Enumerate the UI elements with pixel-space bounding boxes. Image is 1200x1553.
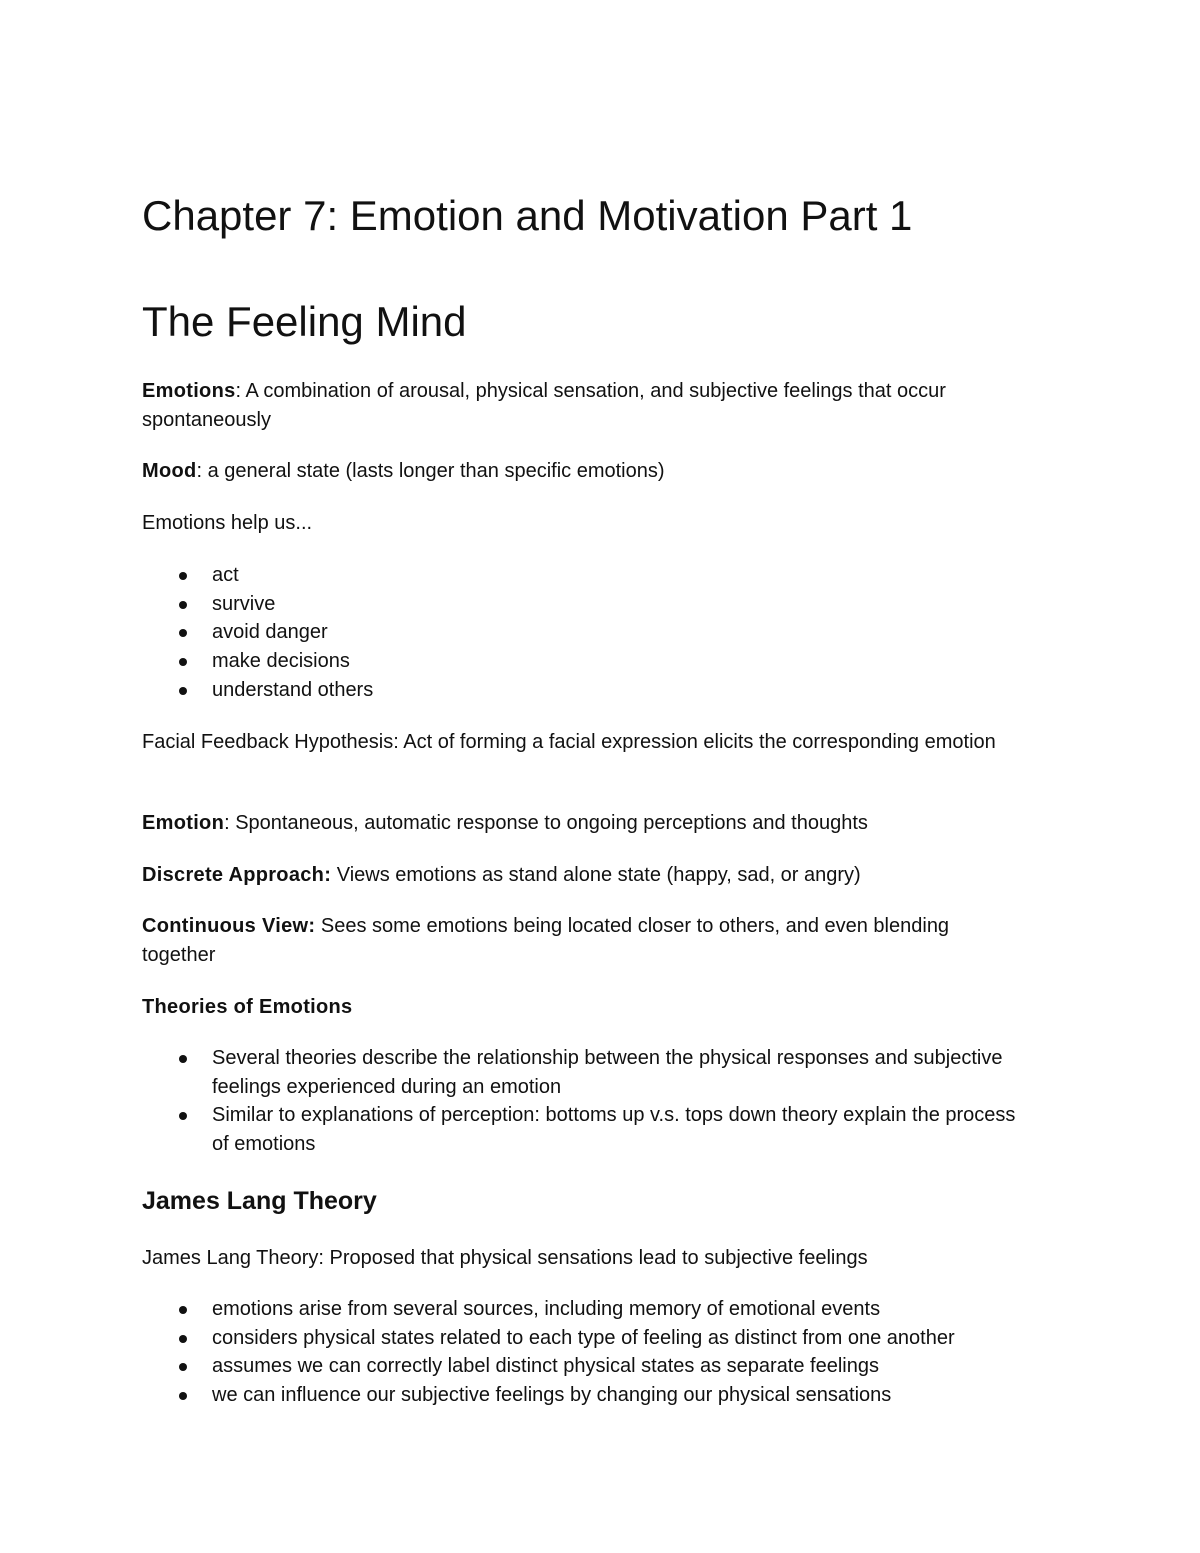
emotions-definition bbox=[142, 377, 1022, 435]
bullet-icon bbox=[179, 1306, 187, 1314]
discrete-term: Discrete Approach: bbox=[142, 864, 332, 886]
list-item-text: considers physical states related to each type of feeling as distinct from one another bbox=[212, 1326, 955, 1349]
bullet-icon bbox=[179, 658, 187, 666]
mood-term: Mood bbox=[142, 460, 197, 482]
bullet-icon bbox=[179, 687, 187, 695]
emotion-text: : Spontaneous, automatic response to ongoing perceptions and thoughts bbox=[224, 812, 868, 834]
bullet-icon bbox=[179, 1112, 187, 1120]
list-item bbox=[142, 1324, 1022, 1353]
list-item-text: we can influence our subjective feelings by changing our physical sensations bbox=[212, 1384, 892, 1407]
bullet-icon bbox=[179, 1363, 187, 1371]
help-intro: Emotions help us... bbox=[142, 512, 313, 534]
continuous-text: Sees some emotions being located closer to others, and even blending together bbox=[142, 915, 950, 966]
theories-list bbox=[142, 1044, 1022, 1159]
list-item bbox=[142, 590, 1022, 619]
list-item-text: Similar to explanations of perception: bottoms up v.s. tops down theory explain the process of emotions bbox=[212, 1104, 1016, 1156]
list-item-text: assumes we can correctly label distinct physical states as separate feelings bbox=[212, 1355, 879, 1378]
list-item bbox=[142, 561, 1022, 590]
bullet-icon bbox=[179, 1055, 187, 1063]
list-item-text: avoid danger bbox=[212, 621, 328, 644]
list-item bbox=[142, 1044, 1022, 1101]
theories-heading-text: Theories of Emotions bbox=[142, 996, 353, 1018]
list-item-text: survive bbox=[212, 592, 276, 615]
bullet-icon bbox=[179, 1335, 187, 1343]
facial-feedback-hypothesis: Facial Feedback Hypothesis: Act of forming a facial expression elicits the corresponding emotion bbox=[142, 731, 996, 753]
bullet-icon bbox=[179, 601, 187, 609]
emotion-definition bbox=[142, 809, 1022, 838]
emotion-term: Emotion bbox=[142, 812, 225, 834]
list-item-text: act bbox=[212, 564, 239, 586]
continuous-term: Continuous View: bbox=[142, 915, 316, 937]
section-title: The Feeling Mind bbox=[142, 298, 467, 345]
bullet-icon bbox=[179, 1392, 187, 1400]
list-item bbox=[142, 676, 1022, 705]
list-item bbox=[142, 1101, 1022, 1158]
chapter-title: Chapter 7: Emotion and Motivation Part 1 bbox=[142, 192, 913, 239]
emotions-text: : A combination of arousal, physical sensation, and subjective feelings that occur spontaneously bbox=[142, 380, 946, 431]
list-item bbox=[142, 618, 1022, 647]
help-list bbox=[142, 561, 1022, 705]
bullet-icon bbox=[179, 629, 187, 637]
mood-text: : a general state (lasts longer than specific emotions) bbox=[196, 460, 665, 482]
list-item-text: emotions arise from several sources, including memory of emotional events bbox=[212, 1298, 881, 1320]
continuous-view-definition bbox=[142, 912, 1022, 970]
james-lang-heading: James Lang Theory bbox=[142, 1187, 377, 1215]
list-item bbox=[142, 1352, 1022, 1381]
james-lang-intro: James Lang Theory: Proposed that physical sensations lead to subjective feelings bbox=[142, 1247, 868, 1269]
list-item bbox=[142, 1295, 1022, 1324]
list-item-text: make decisions bbox=[212, 650, 350, 673]
list-item-text: Several theories describe the relationship between the physical responses and subjective feelings experienced during an emotion bbox=[212, 1047, 1003, 1098]
list-item-text: understand others bbox=[212, 678, 374, 701]
james-lang-list bbox=[142, 1295, 1022, 1410]
bullet-icon bbox=[179, 572, 187, 580]
list-item bbox=[142, 1381, 1022, 1410]
discrete-approach-definition bbox=[142, 861, 1022, 890]
discrete-text: Views emotions as stand alone state (happy, sad, or angry) bbox=[331, 864, 861, 886]
theories-heading bbox=[142, 993, 1022, 1022]
list-item bbox=[142, 647, 1022, 676]
emotions-term: Emotions bbox=[142, 380, 236, 402]
mood-definition bbox=[142, 457, 1022, 486]
